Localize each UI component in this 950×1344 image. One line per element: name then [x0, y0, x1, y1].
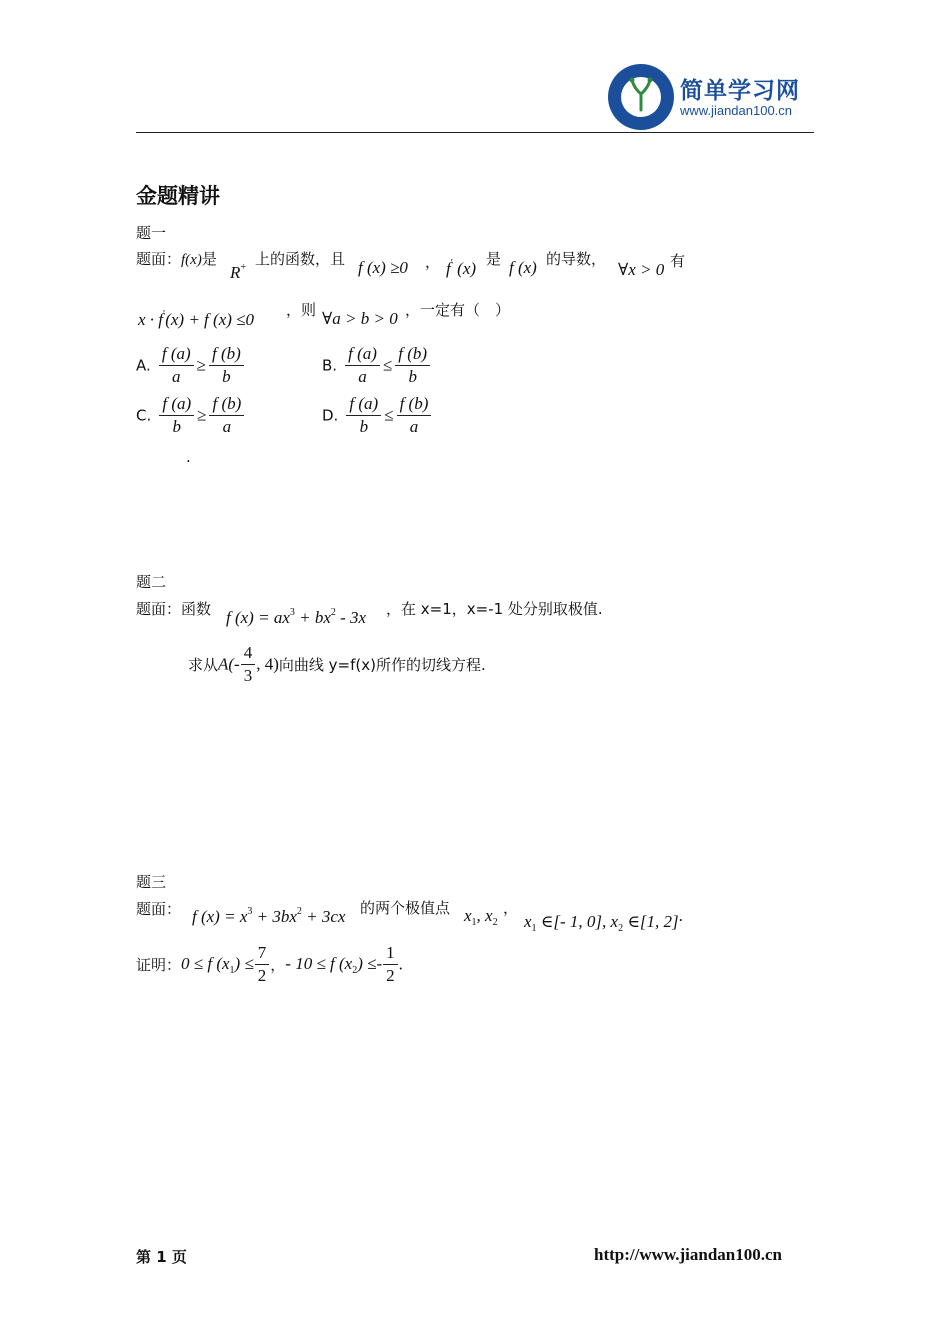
q2-point-a: A(- — [218, 654, 240, 674]
q3-fn-b: + 3bx — [252, 907, 297, 926]
q1-fprime — [446, 258, 476, 279]
option-right-numerator: f (b) — [209, 393, 244, 416]
q3-p1-b: ) ≤ — [234, 953, 254, 973]
q1-inequality — [138, 309, 254, 330]
q3-fn-c: + 3cx — [301, 907, 346, 926]
q1-fprime-arg: (x) — [457, 259, 477, 278]
q1-text-must: ，一定有（ ） — [405, 301, 511, 319]
option-left-numerator: f (a) — [345, 343, 380, 366]
q2-heading: 题二 — [136, 573, 167, 591]
q3-p2-denominator: 2 — [386, 966, 395, 985]
q3-points — [464, 906, 498, 928]
q3-ranges — [524, 906, 683, 934]
q3-function — [192, 906, 345, 927]
q1-fx2: f (x) — [509, 258, 537, 277]
q3-r-dot: . — [678, 906, 683, 925]
q1-text-deriv: 的导数， — [546, 250, 607, 268]
option-left-numerator: f (a) — [159, 393, 194, 416]
logo-emblem-icon — [606, 62, 676, 132]
q2-point-b: , 4) — [256, 654, 279, 674]
option-right-numerator: f (b) — [395, 343, 430, 366]
q1-ineq-a: x · f — [138, 310, 164, 329]
footer-page-number: 第 1 页 — [136, 1248, 187, 1266]
option-left-numerator: f (a) — [346, 393, 381, 416]
q3-p2-a: - 10 ≤ f (x — [285, 953, 353, 973]
q2-fn-b: + bx — [294, 608, 331, 627]
q3-p1-a: 0 ≤ f (x — [181, 953, 230, 973]
option-letter: D. — [322, 406, 339, 425]
section-title: 金题精讲 — [136, 184, 220, 208]
q3-r-s2: 2 — [618, 923, 624, 934]
q3-r-s1: 1 — [531, 923, 537, 934]
q3-proof-line — [136, 942, 403, 987]
q2-label — [136, 598, 211, 619]
q1-option-d[interactable] — [322, 393, 434, 438]
q2-point-numerator: 4 — [241, 642, 256, 665]
option-left-denominator: a — [358, 367, 367, 386]
q1-text-shi2: 是 — [486, 250, 502, 268]
q2-label-text: 题面： — [136, 600, 182, 618]
q2-text-qiu: 求从 — [188, 656, 219, 674]
q2-fn-a: f (x) = ax — [226, 608, 290, 627]
header-rule — [136, 132, 814, 133]
q1-fx: f(x) — [181, 252, 202, 268]
logo-title: 简单学习网 — [680, 78, 800, 104]
q1-text-ze: ，则 — [286, 301, 317, 319]
q1-r: R — [230, 263, 241, 282]
q3-fn-sup1: 3 — [247, 906, 253, 917]
q3-r-a: x — [524, 912, 532, 931]
option-right-denominator: a — [409, 417, 419, 436]
option-operator: ≤ — [384, 405, 394, 425]
q1-option-b[interactable] — [322, 343, 433, 388]
q3-pts-s2: 2 — [492, 917, 498, 928]
q3-pts-b: , x — [476, 906, 493, 925]
logo-url[interactable]: www.jiandan100.cn — [680, 103, 793, 118]
option-right-denominator: a — [222, 417, 232, 436]
q3-p2-end: . — [398, 954, 403, 974]
q1-forall-x: ∀x > 0 — [618, 260, 665, 279]
q1-text-domain: 上的函数，且 — [255, 250, 346, 268]
q1-prime-mark: ′ — [450, 258, 453, 269]
option-right-numerator: f (b) — [397, 393, 432, 416]
option-left-denominator: b — [359, 417, 369, 436]
q2-fn-sup2: 2 — [330, 607, 336, 618]
q3-label: 题面： — [136, 900, 182, 918]
option-left-numerator: f (a) — [159, 343, 194, 366]
q1-fprime-f: f — [446, 259, 451, 278]
q1-stray-dot: . — [186, 448, 191, 466]
q3-p2-b: ) ≤- — [357, 953, 383, 973]
option-left-denominator: b — [172, 417, 181, 436]
q1-ineq-b: (x) + f (x) ≤0 — [165, 310, 254, 329]
q1-option-c[interactable] — [136, 393, 247, 438]
q2-fn-sup1: 3 — [289, 607, 295, 618]
option-right-numerator: f (b) — [209, 343, 244, 366]
q1-ineq-prime: ′ — [163, 309, 166, 320]
option-letter: B. — [322, 356, 338, 375]
q3-text-mid: 的两个极值点 — [360, 899, 451, 917]
q2-fn-c: - 3x — [335, 608, 367, 627]
option-operator: ≥ — [197, 405, 207, 425]
q1-rplus — [230, 262, 246, 283]
q2-text-rest2: 向曲线 y=f(x)所作的切线方程. — [278, 656, 486, 674]
q1-option-a[interactable] — [136, 343, 247, 388]
q3-r-b: ∈[- 1, 0], x — [536, 912, 619, 931]
q1-label: 题面： — [136, 250, 182, 268]
q3-r-c: ∈[1, 2] — [623, 912, 679, 931]
q3-p1-sub: 1 — [229, 964, 235, 976]
q3-pts-a: x — [464, 906, 472, 925]
option-left-denominator: a — [172, 367, 181, 386]
q1-cond1: f (x) ≥0 — [358, 258, 408, 277]
q3-text-prove: 证明： — [136, 956, 182, 974]
q3-fn-sup2: 2 — [296, 906, 302, 917]
q3-heading: 题三 — [136, 873, 167, 891]
q3-comma: ， — [503, 899, 519, 917]
q2-text-fn: 函数 — [181, 600, 212, 618]
q3-fn-a: f (x) = x — [192, 907, 248, 926]
q1-r-sup: + — [240, 262, 247, 273]
option-right-denominator: b — [408, 367, 417, 386]
option-operator: ≤ — [382, 355, 393, 375]
q1-comma1: ， — [425, 253, 441, 271]
q3-pts-s1: 1 — [471, 917, 477, 928]
q2-function — [226, 607, 366, 628]
site-logo — [606, 62, 676, 132]
option-letter: C. — [136, 406, 152, 425]
q3-p1-numerator: 7 — [255, 942, 270, 965]
q2-text-rest: ，在 x=1，x=-1 处分别取极值. — [386, 600, 603, 618]
q2-point-denominator: 3 — [243, 666, 253, 685]
footer-url[interactable]: http://www.jiandan100.cn — [594, 1245, 782, 1264]
q1-forall-ab: ∀a > b > 0 — [322, 309, 398, 328]
q3-p1-denominator: 2 — [257, 966, 267, 985]
q2-line2 — [188, 642, 486, 687]
q3-separator: ， — [270, 956, 286, 974]
option-right-denominator: b — [222, 367, 231, 386]
q1-heading: 题一 — [136, 224, 167, 242]
q1-text-shi: 是 — [201, 250, 217, 268]
q3-p2-numerator: 1 — [383, 942, 398, 965]
q1-stem-line1 — [136, 248, 217, 269]
q3-p2-sub: 2 — [352, 964, 358, 976]
option-letter: A. — [136, 356, 151, 375]
option-operator: ≥ — [196, 355, 206, 375]
q1-text-you: 有 — [670, 252, 686, 270]
